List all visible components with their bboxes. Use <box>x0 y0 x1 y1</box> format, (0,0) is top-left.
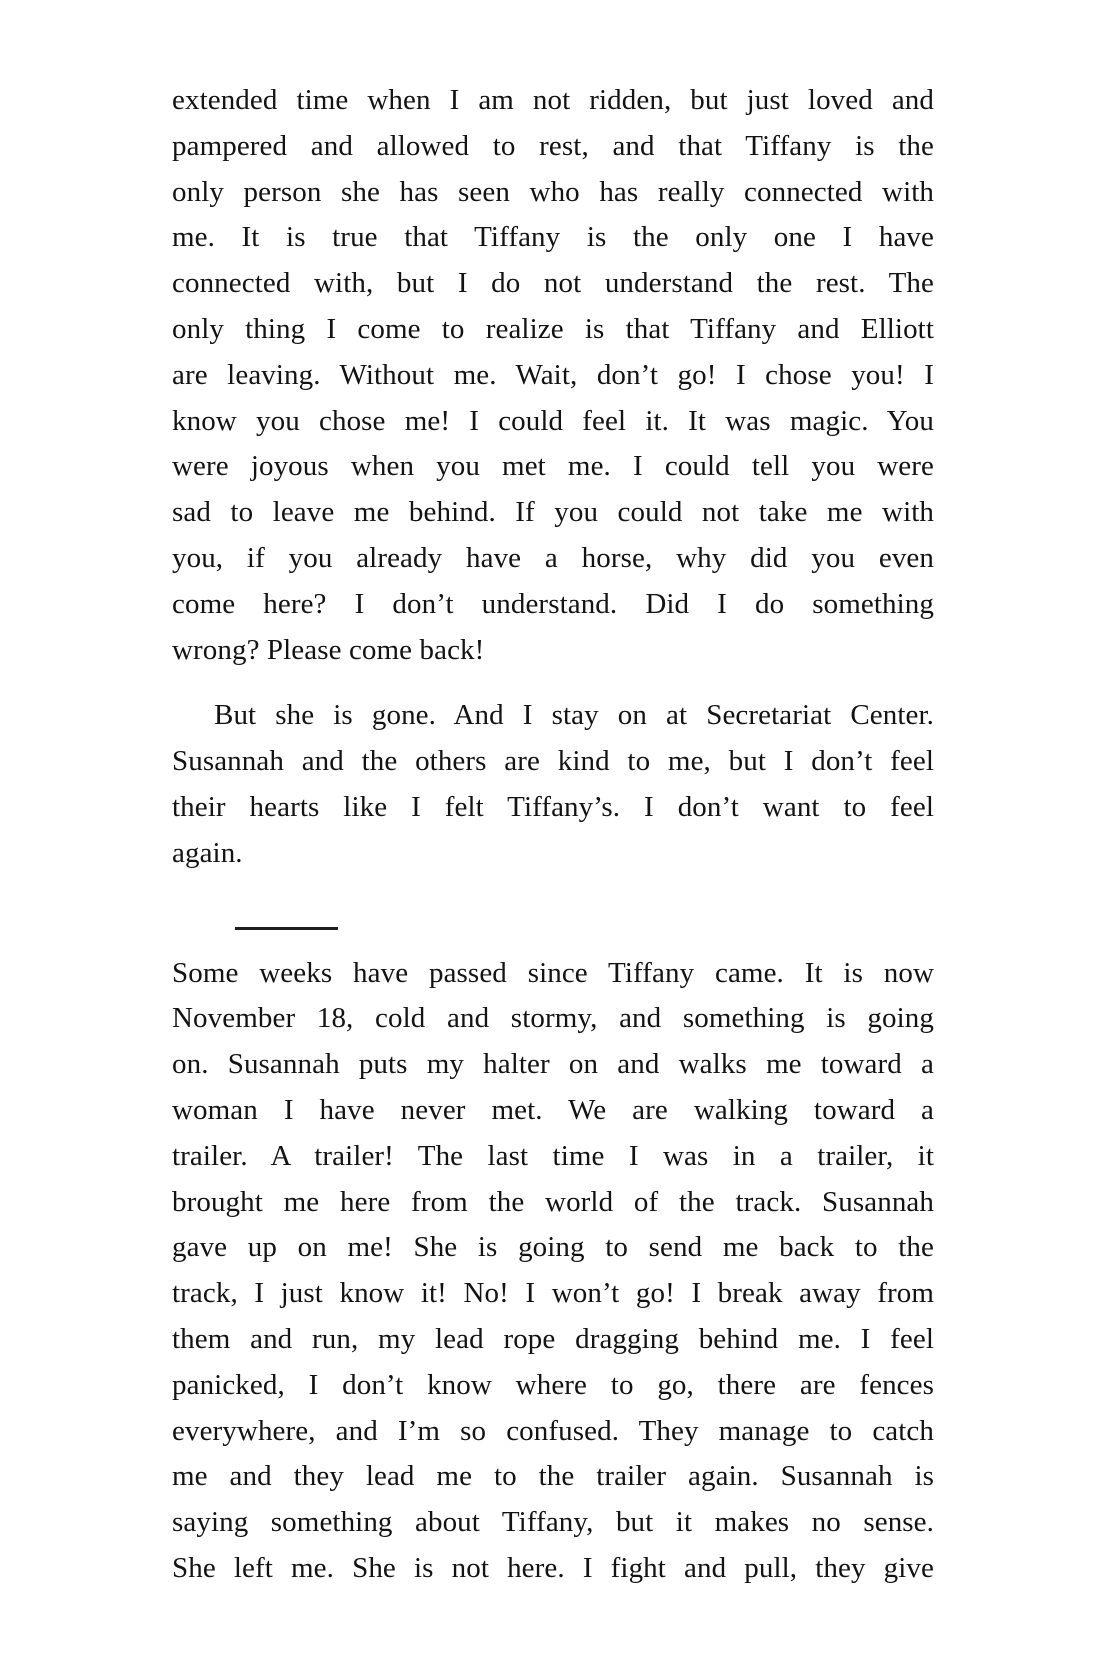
text-line: everywhere, and I’m so confused. They manage to catch <box>172 1414 934 1447</box>
text-line: you, if you already have a horse, why did you even <box>172 541 934 574</box>
section-divider <box>235 927 338 930</box>
text-line: connected with, but I do not understand the rest. The <box>172 267 934 300</box>
paragraph <box>172 693 934 876</box>
text-line: again. <box>172 836 243 869</box>
text-line: only person she has seen who has really connected with <box>172 175 934 208</box>
text-line: pampered and allowed to rest, and that Tiffany is the <box>172 129 934 162</box>
text-line: track, I just know it! No! I won’t go! I break away from <box>172 1277 934 1310</box>
text-line: But she is gone. And I stay on at Secretariat Center. <box>214 699 934 732</box>
text-line: only thing I come to realize is that Tiffany and Elliott <box>172 312 934 345</box>
text-line: She left me. She is not here. I fight and pull, they give <box>172 1551 934 1584</box>
text-line: were joyous when you met me. I could tell you were <box>172 450 934 483</box>
text-column <box>172 78 934 1592</box>
text-line: trailer. A trailer! The last time I was in a trailer, it <box>172 1139 934 1172</box>
text-line: wrong? Please come back! <box>172 633 485 666</box>
paragraph <box>172 78 934 673</box>
text-line: panicked, I don’t know where to go, there are fences <box>172 1368 934 1401</box>
text-line: extended time when I am not ridden, but just loved and <box>172 84 934 116</box>
text-line: me and they lead me to the trailer again. Susannah is <box>172 1460 934 1493</box>
text-line: saying something about Tiffany, but it makes no sense. <box>172 1506 934 1539</box>
text-line: are leaving. Without me. Wait, don’t go! I chose you! I <box>172 358 934 391</box>
text-line: sad to leave me behind. If you could not take me with <box>172 496 934 529</box>
text-line: know you chose me! I could feel it. It was magic. You <box>172 404 934 437</box>
text-line: brought me here from the world of the track. Susannah <box>172 1185 934 1218</box>
text-line: on. Susannah puts my halter on and walks me toward a <box>172 1048 934 1081</box>
text-line: Susannah and the others are kind to me, but I don’t feel <box>172 745 934 778</box>
text-line: me. It is true that Tiffany is the only one I have <box>172 221 934 254</box>
text-line: woman I have never met. We are walking toward a <box>172 1093 934 1126</box>
text-line: Some weeks have passed since Tiffany came. It is now <box>172 956 934 989</box>
text-line: come here? I don’t understand. Did I do something <box>172 587 934 620</box>
text-line: gave up on me! She is going to send me back to the <box>172 1231 934 1264</box>
paragraph <box>172 951 934 1592</box>
text-line: their hearts like I felt Tiffany’s. I don’t want to feel <box>172 790 934 823</box>
text-line: November 18, cold and stormy, and something is going <box>172 1002 934 1035</box>
text-line: them and run, my lead rope dragging behind me. I feel <box>172 1322 934 1355</box>
